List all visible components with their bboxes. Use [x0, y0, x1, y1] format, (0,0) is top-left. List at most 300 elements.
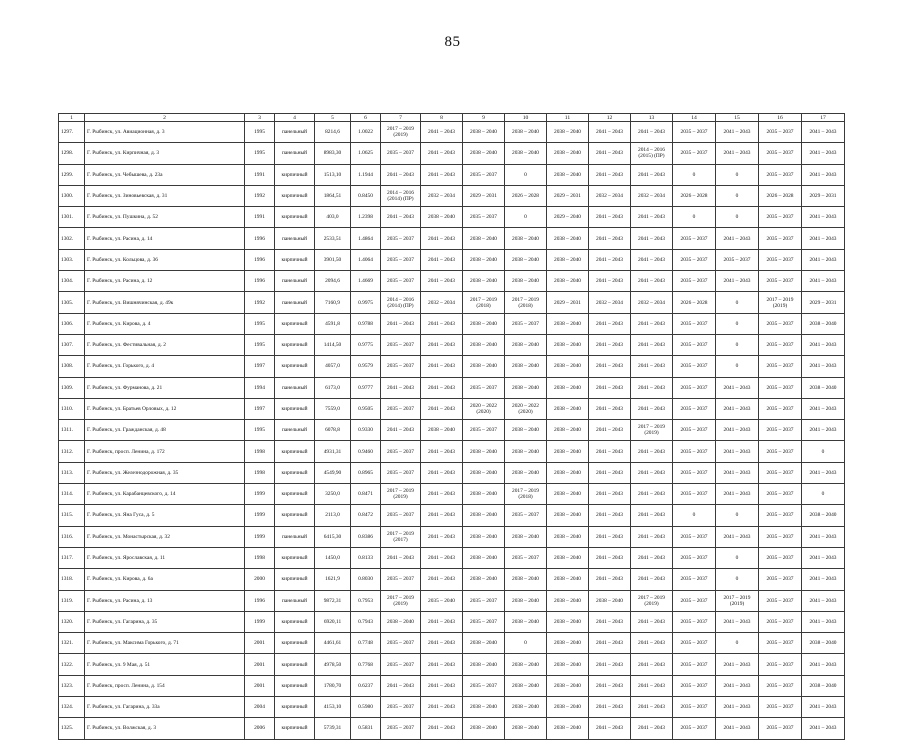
table-cell-col-13: 2041 – 2043 — [631, 697, 673, 718]
table-cell-col-12: 2032 – 2034 — [589, 292, 631, 313]
table-cell-col-2: Г. Рыбинск, ул. Авиационная, д. 3 — [85, 122, 245, 143]
table-cell-col-11: 2038 – 2040 — [547, 313, 589, 334]
table-cell-col-10: 2038 – 2040 — [505, 143, 547, 164]
table-cell-col-14: 0 — [673, 505, 716, 526]
table-cell-col-10: 2020 – 2022 (2020) — [505, 398, 547, 419]
table-cell-col-2: Г. Рыбинск, ул. Волжская, д. 3 — [85, 718, 245, 739]
table-cell-col-16: 2035 – 2037 — [759, 143, 802, 164]
table-cell-col-16: 2035 – 2037 — [759, 633, 802, 654]
table-cell-col-15: 0 — [716, 356, 759, 377]
table-row — [59, 207, 845, 228]
table-cell-col-13: 2041 – 2043 — [631, 122, 673, 143]
table-cell-col-7: 2035 – 2037 — [381, 143, 421, 164]
table-cell-col-4: кирпичный — [275, 164, 315, 185]
table-cell-col-1: 1303. — [59, 249, 85, 270]
table-cell-col-9: 2038 – 2040 — [463, 356, 505, 377]
table-row — [59, 185, 845, 206]
table-cell-col-8: 2038 – 2040 — [421, 207, 463, 228]
table-cell-col-8: 2041 – 2043 — [421, 505, 463, 526]
table-cell-col-2: Г. Рыбинск, ул. Карабанцевского, д. 14 — [85, 484, 245, 505]
table-cell-col-5: 4549,90 — [315, 462, 351, 483]
table-cell-col-4: кирпичный — [275, 484, 315, 505]
table-cell-col-8: 2041 – 2043 — [421, 122, 463, 143]
table-cell-col-14: 2035 – 2037 — [673, 377, 716, 398]
table-cell-col-4: панельный — [275, 377, 315, 398]
table-cell-col-16: 2035 – 2037 — [759, 505, 802, 526]
table-cell-col-2: Г. Рыбинск, просп. Ленина, д. 154 — [85, 675, 245, 696]
table-cell-col-11: 2029 – 2031 — [547, 185, 589, 206]
table-cell-col-9: 2035 – 2037 — [463, 611, 505, 632]
table-cell-col-10: 2038 – 2040 — [505, 654, 547, 675]
table-cell-col-5: 9872,31 — [315, 590, 351, 611]
table-cell-col-6: 0.6237 — [351, 675, 381, 696]
table-cell-col-16: 2035 – 2037 — [759, 697, 802, 718]
table-cell-col-4: панельный — [275, 122, 315, 143]
table-cell-col-14: 2035 – 2037 — [673, 228, 716, 249]
table-cell-col-5: 6920,11 — [315, 611, 351, 632]
table-cell-col-3: 1992 — [245, 292, 275, 313]
table-cell-col-2: Г. Рыбинск, ул. Гражданская, д. 48 — [85, 420, 245, 441]
table-cell-col-2: Г. Рыбинск, ул. Зиновьевская, д. 31 — [85, 185, 245, 206]
table-cell-col-9: 2038 – 2040 — [463, 313, 505, 334]
table-cell-col-5: 1414,50 — [315, 334, 351, 355]
table-cell-col-6: 0.9579 — [351, 356, 381, 377]
table-cell-col-15: 2041 – 2043 — [716, 675, 759, 696]
table-cell-col-10: 2038 – 2040 — [505, 249, 547, 270]
column-header-8: 8 — [421, 114, 463, 122]
table-cell-col-7: 2041 – 2043 — [381, 675, 421, 696]
table-cell-col-8: 2041 – 2043 — [421, 633, 463, 654]
table-cell-col-2: Г. Рыбинск, ул. Кирова, д. 4 — [85, 313, 245, 334]
table-cell-col-9: 2038 – 2040 — [463, 697, 505, 718]
table-cell-col-17: 2041 – 2043 — [802, 122, 845, 143]
table-cell-col-14: 0 — [673, 164, 716, 185]
table-cell-col-7: 2017 – 2019 (2017) — [381, 526, 421, 547]
table-cell-col-15: 2041 – 2043 — [716, 398, 759, 419]
table-body — [59, 122, 845, 740]
table-row — [59, 590, 845, 611]
table-cell-col-10: 2038 – 2040 — [505, 718, 547, 739]
table-cell-col-13: 2041 – 2043 — [631, 633, 673, 654]
header-row — [59, 114, 845, 122]
table-cell-col-9: 2038 – 2040 — [463, 122, 505, 143]
table-cell-col-17: 2041 – 2043 — [802, 228, 845, 249]
table-row — [59, 441, 845, 462]
table-cell-col-2: Г. Рыбинск, ул. Чебышева, д. 23а — [85, 164, 245, 185]
table-cell-col-11: 2038 – 2040 — [547, 420, 589, 441]
table-cell-col-10: 0 — [505, 207, 547, 228]
table-cell-col-4: кирпичный — [275, 718, 315, 739]
table-cell-col-8: 2032 – 2034 — [421, 292, 463, 313]
table-cell-col-4: панельный — [275, 143, 315, 164]
table-cell-col-10: 2038 – 2040 — [505, 420, 547, 441]
table-cell-col-1: 1310. — [59, 398, 85, 419]
table-cell-col-11: 2038 – 2040 — [547, 122, 589, 143]
table-cell-col-9: 2038 – 2040 — [463, 484, 505, 505]
table-cell-col-12: 2041 – 2043 — [589, 377, 631, 398]
table-cell-col-13: 2041 – 2043 — [631, 569, 673, 590]
table-cell-col-1: 1308. — [59, 356, 85, 377]
table-cell-col-15: 2041 – 2043 — [716, 441, 759, 462]
table-cell-col-3: 1999 — [245, 484, 275, 505]
table-row — [59, 611, 845, 632]
table-cell-col-9: 2038 – 2040 — [463, 334, 505, 355]
table-cell-col-9: 2035 – 2037 — [463, 377, 505, 398]
table-cell-col-2: Г. Рыбинск, ул. Максима Горького, д. 71 — [85, 633, 245, 654]
table-cell-col-5: 8214,6 — [315, 122, 351, 143]
table-cell-col-11: 2038 – 2040 — [547, 164, 589, 185]
table-cell-col-16: 2035 – 2037 — [759, 207, 802, 228]
table-cell-col-14: 2035 – 2037 — [673, 356, 716, 377]
table-cell-col-16: 2035 – 2037 — [759, 122, 802, 143]
column-header-4: 4 — [275, 114, 315, 122]
table-cell-col-7: 2014 – 2016 (2014) (ПР) — [381, 185, 421, 206]
table-cell-col-17: 0 — [802, 484, 845, 505]
table-cell-col-3: 2001 — [245, 654, 275, 675]
table-cell-col-11: 2038 – 2040 — [547, 654, 589, 675]
table-cell-col-14: 2035 – 2037 — [673, 313, 716, 334]
table-cell-col-7: 2041 – 2043 — [381, 164, 421, 185]
table-cell-col-1: 1318. — [59, 569, 85, 590]
table-cell-col-5: 1450,0 — [315, 547, 351, 568]
table-cell-col-1: 1306. — [59, 313, 85, 334]
table-cell-col-8: 2041 – 2043 — [421, 164, 463, 185]
table-cell-col-5: 7559,0 — [315, 398, 351, 419]
table-cell-col-3: 1996 — [245, 271, 275, 292]
table-cell-col-7: 2035 – 2037 — [381, 398, 421, 419]
table-row — [59, 122, 845, 143]
table-cell-col-10: 2038 – 2040 — [505, 462, 547, 483]
table-cell-col-14: 2035 – 2037 — [673, 398, 716, 419]
table-cell-col-3: 1997 — [245, 398, 275, 419]
table-cell-col-12: 2041 – 2043 — [589, 122, 631, 143]
table-cell-col-2: Г. Рыбинск, просп. Ленина, д. 172 — [85, 441, 245, 462]
table-cell-col-3: 1995 — [245, 313, 275, 334]
table-row — [59, 143, 845, 164]
table-cell-col-4: кирпичный — [275, 462, 315, 483]
table-cell-col-5: 3901,50 — [315, 249, 351, 270]
table-cell-col-7: 2014 – 2016 (2014) (ПР) — [381, 292, 421, 313]
table-cell-col-14: 2035 – 2037 — [673, 143, 716, 164]
table-cell-col-15: 2041 – 2043 — [716, 271, 759, 292]
table-cell-col-4: кирпичный — [275, 505, 315, 526]
table-row — [59, 271, 845, 292]
table-cell-col-1: 1307. — [59, 334, 85, 355]
table-cell-col-8: 2041 – 2043 — [421, 143, 463, 164]
table-cell-col-11: 2038 – 2040 — [547, 505, 589, 526]
table-cell-col-1: 1314. — [59, 484, 85, 505]
table-cell-col-8: 2038 – 2040 — [421, 420, 463, 441]
table-cell-col-1: 1304. — [59, 271, 85, 292]
table-cell-col-5: 4591,8 — [315, 313, 351, 334]
table-cell-col-10: 2017 – 2019 (2018) — [505, 292, 547, 313]
table-cell-col-1: 1319. — [59, 590, 85, 611]
table-cell-col-9: 2038 – 2040 — [463, 547, 505, 568]
table-cell-col-16: 2017 – 2019 (2019) — [759, 292, 802, 313]
table-cell-col-13: 2041 – 2043 — [631, 377, 673, 398]
table-cell-col-4: кирпичный — [275, 611, 315, 632]
table-cell-col-2: Г. Рыбинск, ул. Фестивальная, д. 2 — [85, 334, 245, 355]
table-cell-col-9: 2035 – 2037 — [463, 164, 505, 185]
table-cell-col-16: 2035 – 2037 — [759, 462, 802, 483]
table-cell-col-16: 2035 – 2037 — [759, 420, 802, 441]
table-cell-col-12: 2041 – 2043 — [589, 526, 631, 547]
table-cell-col-11: 2038 – 2040 — [547, 377, 589, 398]
table-cell-col-9: 2038 – 2040 — [463, 505, 505, 526]
table-cell-col-16: 2035 – 2037 — [759, 249, 802, 270]
table-cell-col-3: 1998 — [245, 441, 275, 462]
table-cell-col-5: 6415,30 — [315, 526, 351, 547]
table-cell-col-1: 1316. — [59, 526, 85, 547]
table-cell-col-2: Г. Рыбинск, ул. Расина, д. 13 — [85, 590, 245, 611]
table-cell-col-1: 1315. — [59, 505, 85, 526]
table-cell-col-15: 0 — [716, 207, 759, 228]
table-cell-col-8: 2041 – 2043 — [421, 271, 463, 292]
table-cell-col-7: 2035 – 2037 — [381, 356, 421, 377]
table-row — [59, 313, 845, 334]
table-cell-col-6: 0.9775 — [351, 334, 381, 355]
table-cell-col-8: 2035 – 2040 — [421, 590, 463, 611]
table-cell-col-9: 2038 – 2040 — [463, 633, 505, 654]
table-cell-col-4: кирпичный — [275, 398, 315, 419]
table-cell-col-16: 2035 – 2037 — [759, 654, 802, 675]
table-cell-col-2: Г. Рыбинск, ул. Кирпичная, д. 3 — [85, 143, 245, 164]
table-cell-col-6: 0.8386 — [351, 526, 381, 547]
table-cell-col-12: 2038 – 2040 — [589, 590, 631, 611]
table-cell-col-1: 1320. — [59, 611, 85, 632]
table-cell-col-9: 2035 – 2037 — [463, 675, 505, 696]
table-cell-col-14: 2035 – 2037 — [673, 569, 716, 590]
table-cell-col-8: 2041 – 2043 — [421, 334, 463, 355]
table-cell-col-5: 5739,31 — [315, 718, 351, 739]
table-cell-col-13: 2041 – 2043 — [631, 249, 673, 270]
table-cell-col-14: 2035 – 2037 — [673, 334, 716, 355]
table-cell-col-11: 2038 – 2040 — [547, 633, 589, 654]
table-cell-col-10: 2038 – 2040 — [505, 569, 547, 590]
table-cell-col-15: 2041 – 2043 — [716, 697, 759, 718]
table-cell-col-6: 0.9975 — [351, 292, 381, 313]
table-cell-col-10: 2038 – 2040 — [505, 377, 547, 398]
table-cell-col-12: 2041 – 2043 — [589, 228, 631, 249]
table-cell-col-17: 2038 – 2040 — [802, 505, 845, 526]
table-cell-col-9: 2038 – 2040 — [463, 462, 505, 483]
table-cell-col-8: 2041 – 2043 — [421, 462, 463, 483]
table-cell-col-17: 2041 – 2043 — [802, 611, 845, 632]
table-cell-col-11: 2038 – 2040 — [547, 697, 589, 718]
table-cell-col-9: 2038 – 2040 — [463, 143, 505, 164]
table-cell-col-16: 2035 – 2037 — [759, 356, 802, 377]
table-cell-col-10: 2017 – 2019 (2018) — [505, 484, 547, 505]
table-cell-col-12: 2041 – 2043 — [589, 505, 631, 526]
table-cell-col-1: 1313. — [59, 462, 85, 483]
table-cell-col-12: 2041 – 2043 — [589, 334, 631, 355]
table-cell-col-17: 2041 – 2043 — [802, 207, 845, 228]
table-cell-col-12: 2041 – 2043 — [589, 654, 631, 675]
table-cell-col-12: 2032 – 2034 — [589, 185, 631, 206]
table-cell-col-10: 2035 – 2037 — [505, 505, 547, 526]
table-row — [59, 356, 845, 377]
table-cell-col-7: 2041 – 2043 — [381, 420, 421, 441]
table-cell-col-11: 2038 – 2040 — [547, 356, 589, 377]
table-cell-col-17: 2041 – 2043 — [802, 271, 845, 292]
table-cell-col-15: 2017 – 2019 (2019) — [716, 590, 759, 611]
table-cell-col-6: 0.9460 — [351, 441, 381, 462]
table-cell-col-16: 2035 – 2037 — [759, 398, 802, 419]
table-cell-col-13: 2041 – 2043 — [631, 675, 673, 696]
table-cell-col-6: 0.7748 — [351, 633, 381, 654]
table-cell-col-17: 2041 – 2043 — [802, 569, 845, 590]
table-cell-col-2: Г. Рыбинск, ул. Расина, д. 12 — [85, 271, 245, 292]
table-cell-col-11: 2038 – 2040 — [547, 484, 589, 505]
table-cell-col-5: 1513,10 — [315, 164, 351, 185]
table-cell-col-8: 2041 – 2043 — [421, 547, 463, 568]
table-cell-col-9: 2038 – 2040 — [463, 526, 505, 547]
table-cell-col-2: Г. Рыбинск, ул. Гагарина, д. 35 — [85, 611, 245, 632]
table-cell-col-11: 2038 – 2040 — [547, 547, 589, 568]
table-cell-col-15: 2035 – 2037 — [716, 249, 759, 270]
table-cell-col-4: кирпичный — [275, 334, 315, 355]
table-cell-col-8: 2041 – 2043 — [421, 249, 463, 270]
table-cell-col-9: 2017 – 2019 (2018) — [463, 292, 505, 313]
table-cell-col-12: 2041 – 2043 — [589, 249, 631, 270]
table-cell-col-6: 0.8965 — [351, 462, 381, 483]
table-cell-col-6: 0.9777 — [351, 377, 381, 398]
table-row — [59, 526, 845, 547]
table-cell-col-17: 2038 – 2040 — [802, 675, 845, 696]
table-cell-col-5: 403,0 — [315, 207, 351, 228]
table-cell-col-7: 2035 – 2037 — [381, 697, 421, 718]
table-cell-col-16: 2035 – 2037 — [759, 569, 802, 590]
table-cell-col-11: 2038 – 2040 — [547, 398, 589, 419]
table-cell-col-3: 2000 — [245, 569, 275, 590]
table-cell-col-14: 2035 – 2037 — [673, 718, 716, 739]
table-cell-col-7: 2035 – 2037 — [381, 462, 421, 483]
table-cell-col-1: 1298. — [59, 143, 85, 164]
table-cell-col-5: 6078,8 — [315, 420, 351, 441]
table-cell-col-13: 2041 – 2043 — [631, 526, 673, 547]
table-header — [59, 114, 845, 122]
table-cell-col-4: панельный — [275, 271, 315, 292]
table-row — [59, 292, 845, 313]
table-cell-col-13: 2041 – 2043 — [631, 164, 673, 185]
table-cell-col-1: 1323. — [59, 675, 85, 696]
table-row — [59, 377, 845, 398]
table-cell-col-16: 2035 – 2037 — [759, 228, 802, 249]
table-cell-col-14: 2035 – 2037 — [673, 654, 716, 675]
table-cell-col-11: 2038 – 2040 — [547, 675, 589, 696]
table-cell-col-13: 2032 – 2034 — [631, 292, 673, 313]
table-cell-col-13: 2041 – 2043 — [631, 334, 673, 355]
table-cell-col-10: 2038 – 2040 — [505, 675, 547, 696]
table-cell-col-14: 2035 – 2037 — [673, 271, 716, 292]
table-cell-col-16: 2035 – 2037 — [759, 611, 802, 632]
table-cell-col-11: 2038 – 2040 — [547, 334, 589, 355]
table-cell-col-12: 2041 – 2043 — [589, 462, 631, 483]
table-row — [59, 675, 845, 696]
table-cell-col-4: кирпичный — [275, 207, 315, 228]
table-row — [59, 249, 845, 270]
table-cell-col-4: кирпичный — [275, 441, 315, 462]
table-cell-col-13: 2041 – 2043 — [631, 207, 673, 228]
table-cell-col-12: 2041 – 2043 — [589, 271, 631, 292]
table-cell-col-17: 2041 – 2043 — [802, 526, 845, 547]
table-cell-col-14: 2026 – 2028 — [673, 185, 716, 206]
table-cell-col-11: 2038 – 2040 — [547, 143, 589, 164]
table-cell-col-16: 2035 – 2037 — [759, 526, 802, 547]
table-cell-col-3: 1999 — [245, 505, 275, 526]
table-cell-col-16: 2035 – 2037 — [759, 377, 802, 398]
table-cell-col-3: 1999 — [245, 526, 275, 547]
table-cell-col-14: 2035 – 2037 — [673, 441, 716, 462]
table-cell-col-16: 2035 – 2037 — [759, 313, 802, 334]
table-cell-col-17: 2038 – 2040 — [802, 633, 845, 654]
table-row — [59, 484, 845, 505]
table-cell-col-12: 2041 – 2043 — [589, 484, 631, 505]
table-cell-col-10: 2038 – 2040 — [505, 611, 547, 632]
table-cell-col-1: 1324. — [59, 697, 85, 718]
table-cell-col-6: 0.7768 — [351, 654, 381, 675]
table-cell-col-17: 2041 – 2043 — [802, 547, 845, 568]
table-cell-col-3: 2004 — [245, 697, 275, 718]
table-cell-col-4: кирпичный — [275, 547, 315, 568]
table-cell-col-5: 7160,9 — [315, 292, 351, 313]
column-header-17: 17 — [802, 114, 845, 122]
table-cell-col-7: 2017 – 2019 (2019) — [381, 484, 421, 505]
table-cell-col-15: 0 — [716, 185, 759, 206]
table-cell-col-9: 2038 – 2040 — [463, 718, 505, 739]
table-cell-col-12: 2041 – 2043 — [589, 718, 631, 739]
table-cell-col-6: 0.5980 — [351, 697, 381, 718]
table-cell-col-4: панельный — [275, 526, 315, 547]
table-cell-col-10: 2038 – 2040 — [505, 441, 547, 462]
table-cell-col-2: Г. Рыбинск, ул. Кольцова, д. 36 — [85, 249, 245, 270]
table-cell-col-11: 2029 – 2040 — [547, 207, 589, 228]
table-cell-col-17: 2029 – 2031 — [802, 292, 845, 313]
page-number: 85 — [444, 34, 461, 50]
table-cell-col-13: 2041 – 2043 — [631, 313, 673, 334]
table-cell-col-17: 2041 – 2043 — [802, 462, 845, 483]
table-cell-col-16: 2026 – 2028 — [759, 185, 802, 206]
table-cell-col-17: 2041 – 2043 — [802, 334, 845, 355]
table-cell-col-14: 2035 – 2037 — [673, 484, 716, 505]
table-cell-col-9: 2038 – 2040 — [463, 249, 505, 270]
table-cell-col-17: 2029 – 2031 — [802, 185, 845, 206]
table-cell-col-17: 2041 – 2043 — [802, 654, 845, 675]
table-cell-col-10: 2038 – 2040 — [505, 122, 547, 143]
table-cell-col-8: 2041 – 2043 — [421, 228, 463, 249]
table-cell-col-15: 2041 – 2043 — [716, 718, 759, 739]
table-cell-col-13: 2041 – 2043 — [631, 462, 673, 483]
table-cell-col-3: 1998 — [245, 547, 275, 568]
table-cell-col-15: 0 — [716, 547, 759, 568]
table-cell-col-5: 1621,9 — [315, 569, 351, 590]
table-cell-col-9: 2038 – 2040 — [463, 228, 505, 249]
table-cell-col-2: Г. Рыбинск, ул. Монастырская, д. 32 — [85, 526, 245, 547]
table-cell-col-1: 1297. — [59, 122, 85, 143]
table-cell-col-4: панельный — [275, 228, 315, 249]
table-cell-col-4: панельный — [275, 292, 315, 313]
table-cell-col-8: 2041 – 2043 — [421, 569, 463, 590]
table-cell-col-17: 2041 – 2043 — [802, 420, 845, 441]
table-cell-col-13: 2041 – 2043 — [631, 228, 673, 249]
table-cell-col-8: 2041 – 2043 — [421, 611, 463, 632]
table-cell-col-5: 3250,0 — [315, 484, 351, 505]
table-cell-col-5: 8983,30 — [315, 143, 351, 164]
table-cell-col-11: 2038 – 2040 — [547, 441, 589, 462]
table-cell-col-9: 2038 – 2040 — [463, 441, 505, 462]
table-row — [59, 164, 845, 185]
table-cell-col-8: 2041 – 2043 — [421, 654, 463, 675]
